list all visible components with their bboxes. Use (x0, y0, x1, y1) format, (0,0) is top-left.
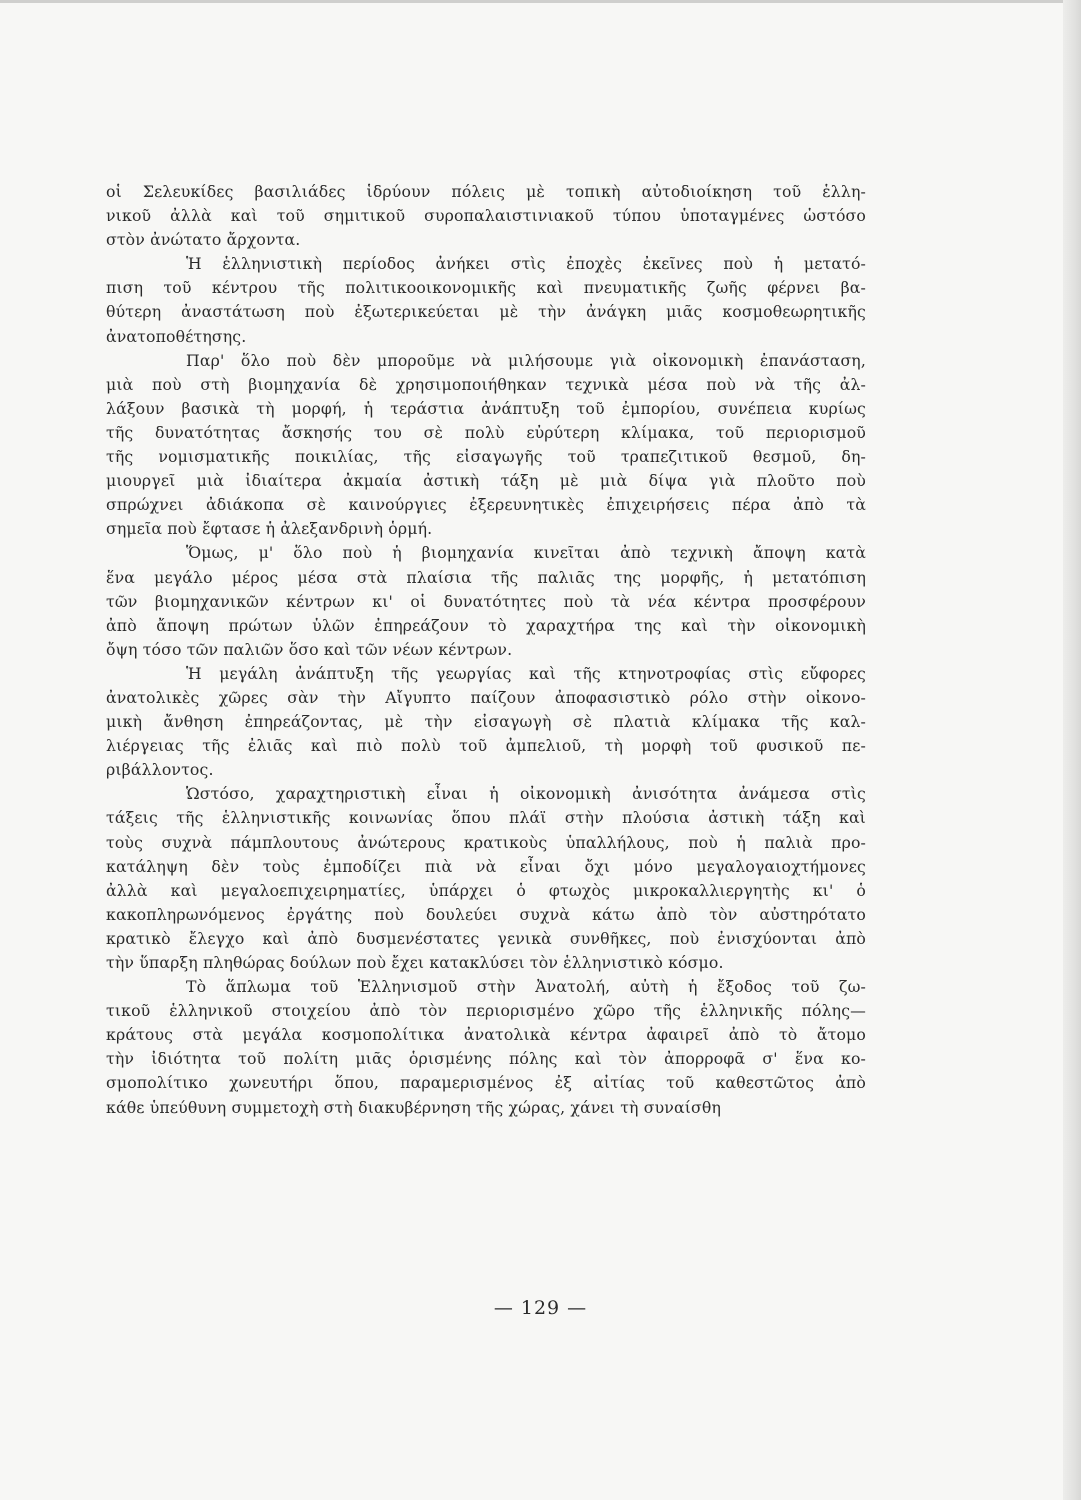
text-line: μιουργεῖ μιὰ ἰδιαίτερα ἀκμαία ἀστικὴ τάξη μὲ μιὰ δίψα γιὰ πλοῦτο ποὺ (106, 471, 866, 491)
text-line: τοὺς συχνὰ πάμπλουτους ἀνώτερους κρατικοὺς ὑπαλλήλους, ποὺ ἡ παλιὰ προ- (106, 832, 866, 852)
top-edge-line (0, 0, 1081, 3)
text-line: μιὰ ποὺ στὴ βιομηχανία δὲ χρησιμοποιήθηκαν τεχνικὰ μέσα ποὺ νὰ τῆς ἀλ- (106, 374, 866, 394)
text-line: ἀνατολικὲς χῶρες σὰν τὴν Αἴγυπτο παίζουν ἀποφασιστικὸ ρόλο στὴν οἰκονο- (106, 687, 866, 707)
page-edge-shadow (1063, 0, 1081, 1500)
text-line: Ὡστόσο, χαραχτηριστικὴ εἶναι ἡ οἰκονομικὴ ἀνισότητα ἀνάμεσα στὶς (186, 784, 866, 804)
text-line: κάθε ὑπεύθυνη συμμετοχὴ στὴ διακυβέρνηση τῆς χώρας, χάνει τὴ συναίσθη (106, 1097, 722, 1117)
text-line: ὄψη τόσο τῶν παλιῶν ὅσο καὶ τῶν νέων κέντρων. (106, 639, 513, 659)
page-number: — 129 — (493, 1297, 588, 1319)
text-line: τὴν ὕπαρξη πληθώρας δούλων ποὺ ἔχει κατακλύσει τὸν ἑλληνιστικὸ κόσμο. (106, 953, 724, 972)
text-line: τικοῦ ἑλληνικοῦ στοιχείου ἀπὸ τὸν περιορισμένο χῶρο τῆς ἑλληνικῆς πόλης— (106, 1001, 866, 1021)
text-line: τὴν ἰδιότητα τοῦ πολίτη μιᾶς ὁρισμένης πόλης καὶ τὸν ἀπορροφᾶ σ' ἕνα κο- (106, 1049, 866, 1069)
text-line: κατάληψη δὲν τοὺς ἐμποδίζει πιὰ νὰ εἶναι ὄχι μόνο μεγαλογαιοχτήμονες (106, 856, 866, 876)
text-line: σμοπολίτικο χωνευτήρι ὅπου, παραμερισμένος ἐξ αἰτίας τοῦ καθεστῶτος ἀπὸ (106, 1073, 866, 1093)
text-line: στὸν ἀνώτατο ἄρχοντα. (106, 230, 301, 250)
paragraph (106, 782, 866, 975)
text-line: τῶν βιομηχανικῶν κέντρων κι' οἱ δυνατότητες ποὺ τὰ νέα κέντρα προσφέρουν (106, 591, 866, 611)
text-line: κακοπληρωνόμενος ἐργάτης ποὺ δουλεύει συχνὰ κάτω ἀπὸ τὸν αὐστηρότατο (106, 904, 866, 924)
text-line: τῆς δυνατότητας ἄσκησής του σὲ πολὺ εὐρύτερη κλίμακα, τοῦ περιορισμοῦ (106, 422, 866, 442)
text-line: θύτερη ἀναστάτωση ποὺ ἐξωτερικεύεται μὲ τὴν ἀνάγκη μιᾶς κοσμοθεωρητικῆς (106, 302, 866, 322)
paragraph (106, 662, 866, 782)
text-line: νικοῦ ἀλλὰ καὶ τοῦ σημιτικοῦ συροπαλαιστινιακοῦ τύπου ὑποταγμένες ὡστόσο (106, 206, 866, 226)
text-line: σπρώχνει ἀδιάκοπα σὲ καινούργιες ἐξερευνητικὲς ἐπιχειρήσεις πέρα ἀπὸ τὰ (106, 495, 866, 515)
text-line: ἀπὸ ἄποψη πρώτων ὑλῶν ἐπηρεάζουν τὸ χαραχτήρα της καὶ τὴν οἰκονομικὴ (106, 615, 866, 635)
text-line: λάξουν βασικὰ τὴ μορφή, ἡ τεράστια ἀνάπτυξη τοῦ ἐμπορίου, συνέπεια κυρίως (106, 398, 866, 418)
text-line: ριβάλλοντος. (106, 760, 214, 780)
text-line: οἱ Σελευκίδες βασιλιάδες ἱδρύουν πόλεις μὲ τοπικὴ αὐτοδιοίκηση τοῦ ἑλλη- (106, 182, 866, 201)
text-line: μικὴ ἄνθηση ἐπηρεάζοντας, μὲ τὴν εἰσαγωγὴ σὲ πλατιὰ κλίμακα τῆς καλ- (106, 712, 866, 732)
paragraph (106, 252, 866, 348)
text-line: σημεῖα ποὺ ἔφτασε ἡ ἀλεξανδρινὴ ὁρμή. (106, 519, 433, 539)
text-line: Παρ' ὅλο ποὺ δὲν μποροῦμε νὰ μιλήσουμε γιὰ οἰκονομικὴ ἐπανάσταση, (186, 350, 866, 370)
paragraph (106, 180, 866, 252)
text-line: τάξεις τῆς ἑλληνιστικῆς κοινωνίας ὅπου πλάϊ στὴν πλούσια ἀστικὴ τάξη καὶ (106, 808, 866, 828)
paragraph (106, 975, 866, 1120)
text-line: ἀλλὰ καὶ μεγαλοεπιχειρηματίες, ὑπάρχει ὁ φτωχὸς μικροκαλλιεργητὴς κι' ὁ (106, 880, 866, 900)
paragraph (106, 541, 866, 661)
text-line: Ἡ ἑλληνιστικὴ περίοδος ἀνήκει στὶς ἐποχὲς ἐκεῖνες ποὺ ἡ μετατό- (186, 254, 866, 274)
text-line: τῆς νομισματικῆς ποικιλίας, τῆς εἰσαγωγῆς τοῦ τραπεζιτικοῦ θεσμοῦ, δη- (106, 447, 866, 467)
text-line: ἕνα μεγάλο μέρος μέσα στὰ πλαίσια τῆς παλιᾶς της μορφῆς, ἡ μετατόπιση (106, 567, 866, 587)
text-line: Τὸ ἅπλωμα τοῦ Ἑλληνισμοῦ στὴν Ἀνατολή, αὐτὴ ἡ ἔξοδος τοῦ ζω- (186, 977, 866, 997)
text-line: πιση τοῦ κέντρου τῆς πολιτικοοικονομικῆς καὶ πνευματικῆς ζωῆς φέρνει βα- (106, 278, 866, 298)
text-line: κράτους στὰ μεγάλα κοσμοπολίτικα ἀνατολικὰ κέντρα ἀφαιρεῖ ἀπὸ τὸ ἄτομο (106, 1025, 866, 1045)
body-text (106, 180, 866, 1120)
text-line: ἀνατοποθέτησης. (106, 326, 247, 346)
paragraph (106, 349, 866, 542)
text-line: Ὅμως, μ' ὅλο ποὺ ἡ βιομηχανία κινεῖται ἀπὸ τεχνικὴ ἄποψη κατὰ (186, 543, 866, 563)
text-line: Ἡ μεγάλη ἀνάπτυξη τῆς γεωργίας καὶ τῆς κτηνοτροφίας στὶς εὔφορες (186, 663, 866, 683)
text-line: κρατικὸ ἔλεγχο καὶ ἀπὸ δυσμενέστατες γενικὰ συνθῆκες, ποὺ ἐνισχύονται ἀπὸ (106, 928, 866, 948)
text-line: λιέργειας τῆς ἐλιᾶς καὶ πιὸ πολὺ τοῦ ἀμπελιοῦ, τὴ μορφὴ τοῦ φυσικοῦ πε- (106, 736, 866, 756)
